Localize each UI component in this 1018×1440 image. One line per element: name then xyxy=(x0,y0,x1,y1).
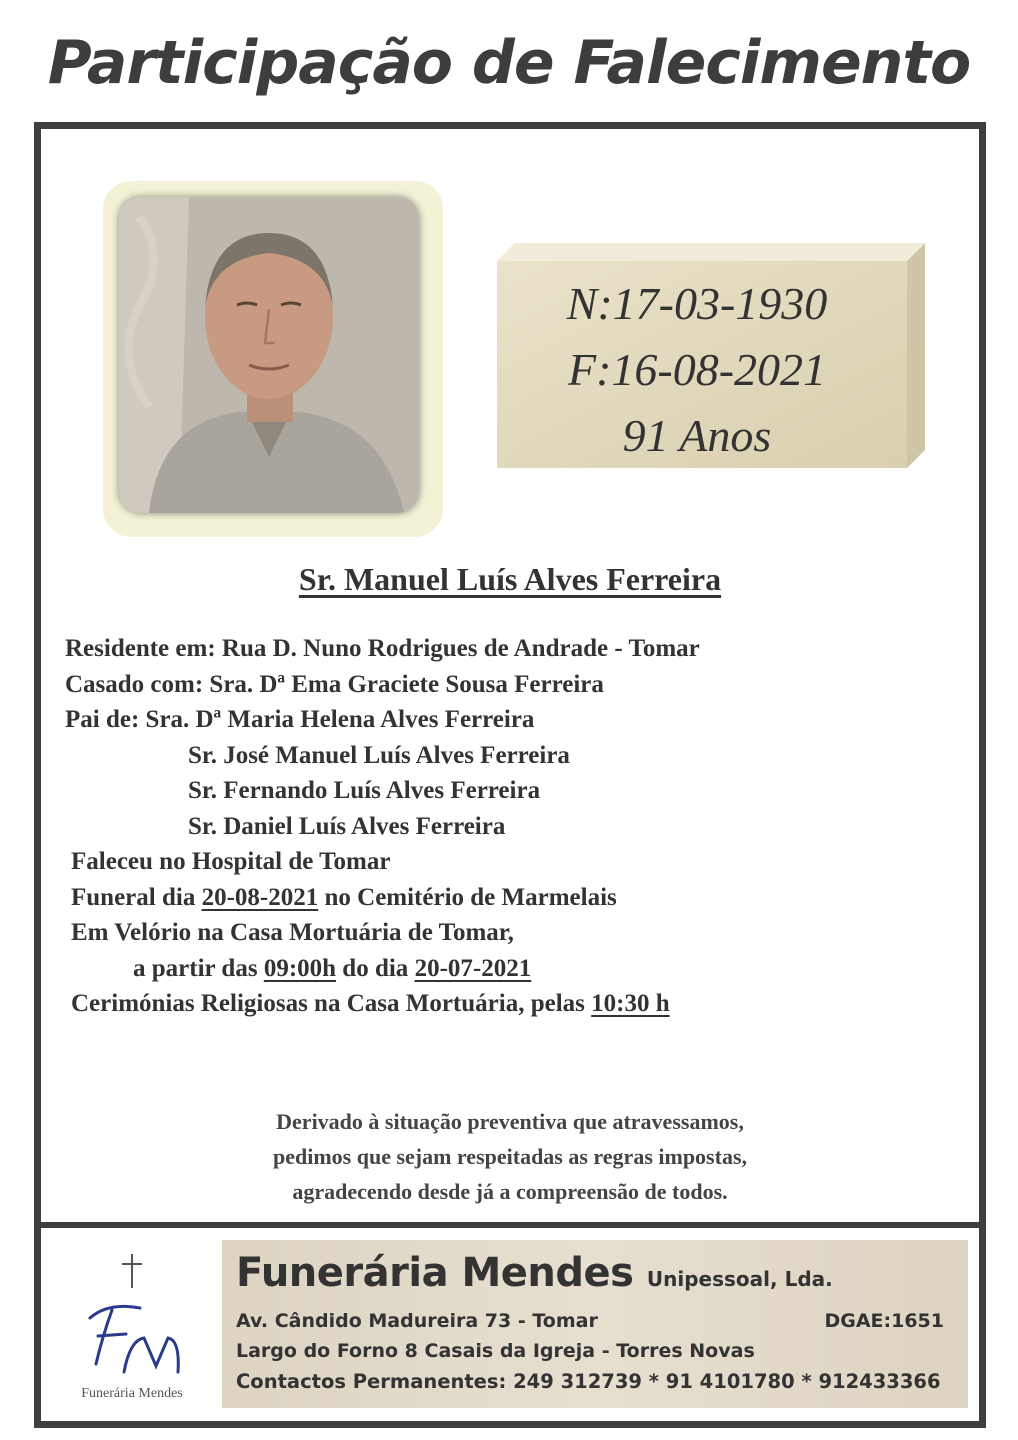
details-list xyxy=(65,631,700,1022)
company-name: Funerária Mendes xyxy=(236,1250,634,1296)
spouse-line: Casado com: Sra. Dª Ema Graciete Sousa Ferreira xyxy=(65,670,604,698)
dgae-number: DGAE:1651 xyxy=(824,1310,944,1332)
address-torres-novas: Largo do Forno 8 Casais da Igreja - Torres Novas xyxy=(236,1340,755,1362)
death-date: F:16-08-2021 xyxy=(567,344,827,395)
child-name: Sr. Daniel Luís Alves Ferreira xyxy=(188,812,506,840)
funeral-line xyxy=(65,880,700,916)
child-name: Sr. Fernando Luís Alves Ferreira xyxy=(188,777,541,804)
wake-time: 09:00h xyxy=(263,954,337,982)
death-place-line: Faleceu no Hospital de Tomar xyxy=(71,848,391,875)
portrait-illustration xyxy=(119,197,419,513)
contacts-line: Contactos Permanentes: 249 312739 * 91 4101780 * 912433366 xyxy=(236,1370,941,1393)
company-suffix: Unipessoal, Lda. xyxy=(646,1267,833,1291)
page-title: Participação de Falecimento xyxy=(47,28,971,98)
dates-plaque xyxy=(497,243,925,468)
notice-text xyxy=(41,1104,979,1209)
wake-time-line xyxy=(65,951,700,987)
notice-line: Derivado à situação preventiva que atravessamos, xyxy=(276,1109,744,1134)
company-banner xyxy=(222,1240,968,1408)
deceased-name: Sr. Manuel Luís Alves Ferreira xyxy=(298,561,722,597)
children-line xyxy=(65,702,700,738)
ceremony-line xyxy=(65,986,700,1022)
residence-line: Residente em: Rua D. Nuno Rodrigues de Andrade - Tomar xyxy=(65,635,700,662)
child-name: Sr. José Manuel Luís Alves Ferreira xyxy=(188,741,570,769)
ceremony-prefix: Cerimónias Religiosas na Casa Mortuária, pelas xyxy=(71,990,592,1017)
ceremony-time: 10:30 h xyxy=(591,990,670,1017)
wake-from-prefix: a partir das xyxy=(133,954,264,982)
age: 91 Anos xyxy=(622,410,772,461)
funeral-prefix: Funeral dia xyxy=(71,883,202,911)
birth-date: N:17-03-1930 xyxy=(566,278,828,329)
funeral-date: 20-08-2021 xyxy=(201,883,319,911)
company-name-row xyxy=(236,1250,833,1296)
wake-day-prefix: do dia xyxy=(336,954,415,982)
wake-date: 20-07-2021 xyxy=(414,954,532,982)
funeral-suffix: no Cemitério de Marmelais xyxy=(318,883,617,911)
children-prefix: Pai de: xyxy=(65,706,146,733)
child-name: Sra. Dª Maria Helena Alves Ferreira xyxy=(145,706,535,733)
address-tomar: Av. Cândido Madureira 73 - Tomar xyxy=(236,1310,598,1332)
obituary-frame xyxy=(34,122,986,1428)
logo-caption: Funerária Mendes xyxy=(81,1386,183,1401)
funeral-home-footer xyxy=(40,1222,980,1418)
funeral-home-logo xyxy=(48,1240,216,1408)
notice-line: agradecendo desde já a compreensão de todos. xyxy=(292,1179,728,1204)
portrait-photo xyxy=(119,197,419,513)
wake-line: Em Velório na Casa Mortuária de Tomar, xyxy=(71,919,514,946)
logo-letter-m xyxy=(124,1338,178,1372)
logo-letter-f xyxy=(90,1306,140,1364)
notice-line: pedimos que sejam respeitadas as regras impostas, xyxy=(272,1144,748,1169)
logo-mark xyxy=(48,1240,216,1385)
deceased-name-row xyxy=(41,561,979,598)
